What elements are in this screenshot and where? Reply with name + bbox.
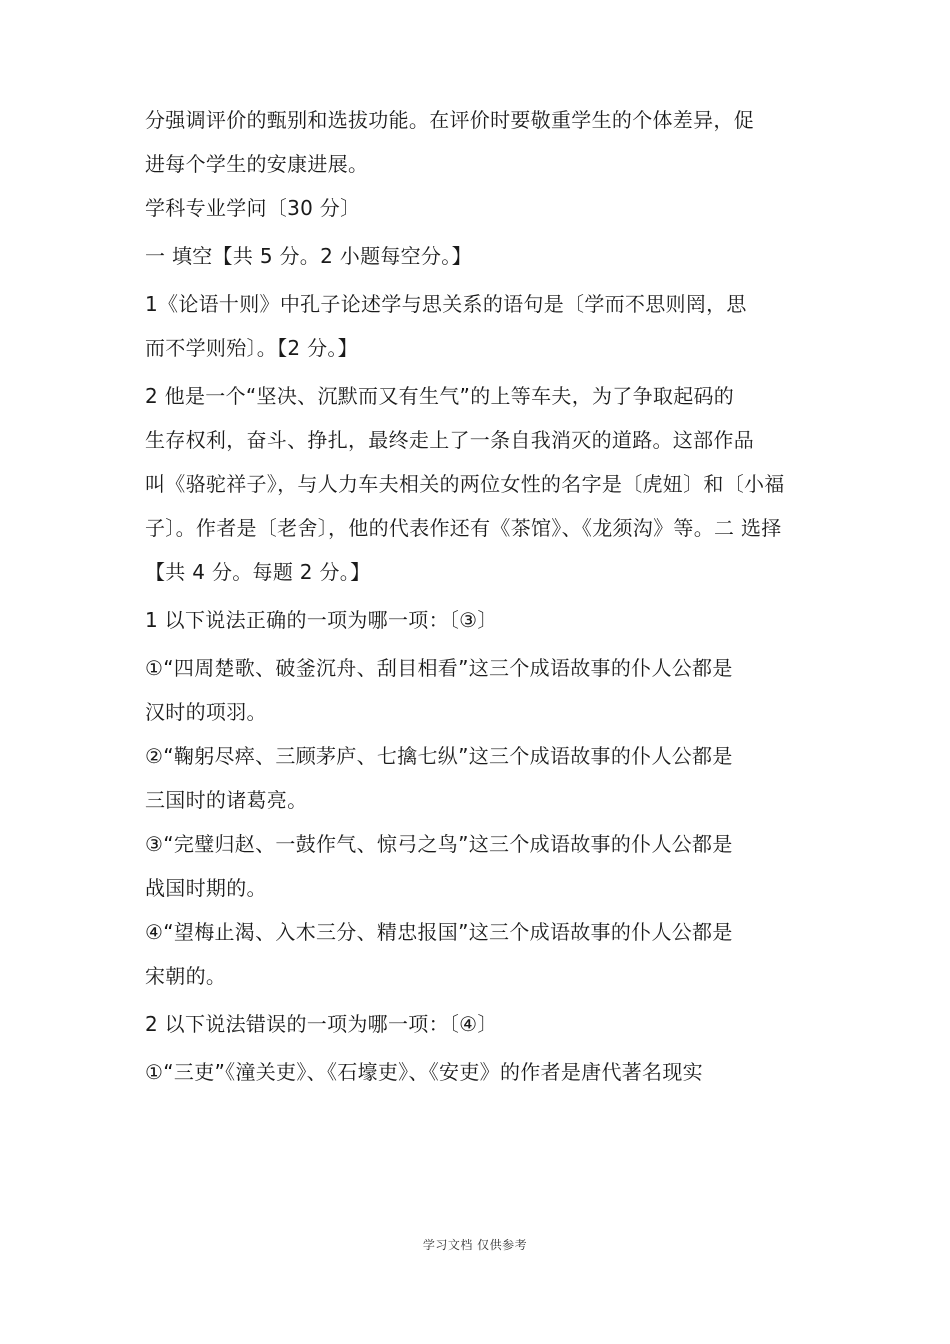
text-line: 三国时的诸葛亮。 xyxy=(145,788,308,812)
option-line: ②“鞠躬尽瘁、三顾茅庐、七擒七纵”这三个成语故事的仆人公都是 xyxy=(145,744,733,768)
question-group-heading: 一 填空【共 5 分。2 小题每空分。】 xyxy=(145,244,472,268)
document-body xyxy=(145,98,825,1094)
text-line: 【共 4 分。每题 2 分。】 xyxy=(145,560,371,584)
option-line: ④“望梅止渴、入木三分、精忠报国”这三个成语故事的仆人公都是 xyxy=(145,920,733,944)
option-line: ①“三吏”《潼关吏》、《石壕吏》、《安吏》的作者是唐代著名现实 xyxy=(145,1060,703,1084)
text-line: 生存权利，奋斗、挣扎，最终走上了一条自我消灭的道路。这部作品 xyxy=(145,428,754,452)
option-line: ③“完璧归赵、一鼓作气、惊弓之鸟”这三个成语故事的仆人公都是 xyxy=(145,832,733,856)
text-line: 2 他是一个“坚决、沉默而又有生气”的上等车夫，为了争取起码的 xyxy=(145,384,735,408)
text-line: 而不学则殆〕。【2 分。】 xyxy=(145,336,358,360)
section-heading: 学科专业学问〔30 分〕 xyxy=(145,196,361,220)
text-line: 分强调评价的甄别和选拔功能。在评价时要敬重学生的个体差异，促 xyxy=(145,108,754,132)
text-line: 战国时期的。 xyxy=(145,876,267,900)
page-footer: 学习文档 仅供参考 xyxy=(422,1238,528,1252)
text-line: 子〕。作者是〔老舍〕，他的代表作还有《茶馆》、《龙须沟》等。二 选择 xyxy=(145,516,782,540)
text-line: 进每个学生的安康进展。 xyxy=(145,152,369,176)
question-line: 1 以下说法正确的一项为哪一项：〔③〕 xyxy=(145,608,498,632)
option-line: ①“四周楚歌、破釜沉舟、刮目相看”这三个成语故事的仆人公都是 xyxy=(145,656,733,680)
question-line: 2 以下说法错误的一项为哪一项：〔④〕 xyxy=(145,1012,498,1036)
text-line: 宋朝的。 xyxy=(145,964,227,988)
text-line: 1《论语十则》中孔子论述学与思关系的语句是〔学而不思则罔，思 xyxy=(145,292,747,316)
text-line: 叫《骆驼祥子》，与人力车夫相关的两位女性的名字是〔虎妞〕和〔小福 xyxy=(145,472,785,496)
text-line: 汉时的项羽。 xyxy=(145,700,267,724)
